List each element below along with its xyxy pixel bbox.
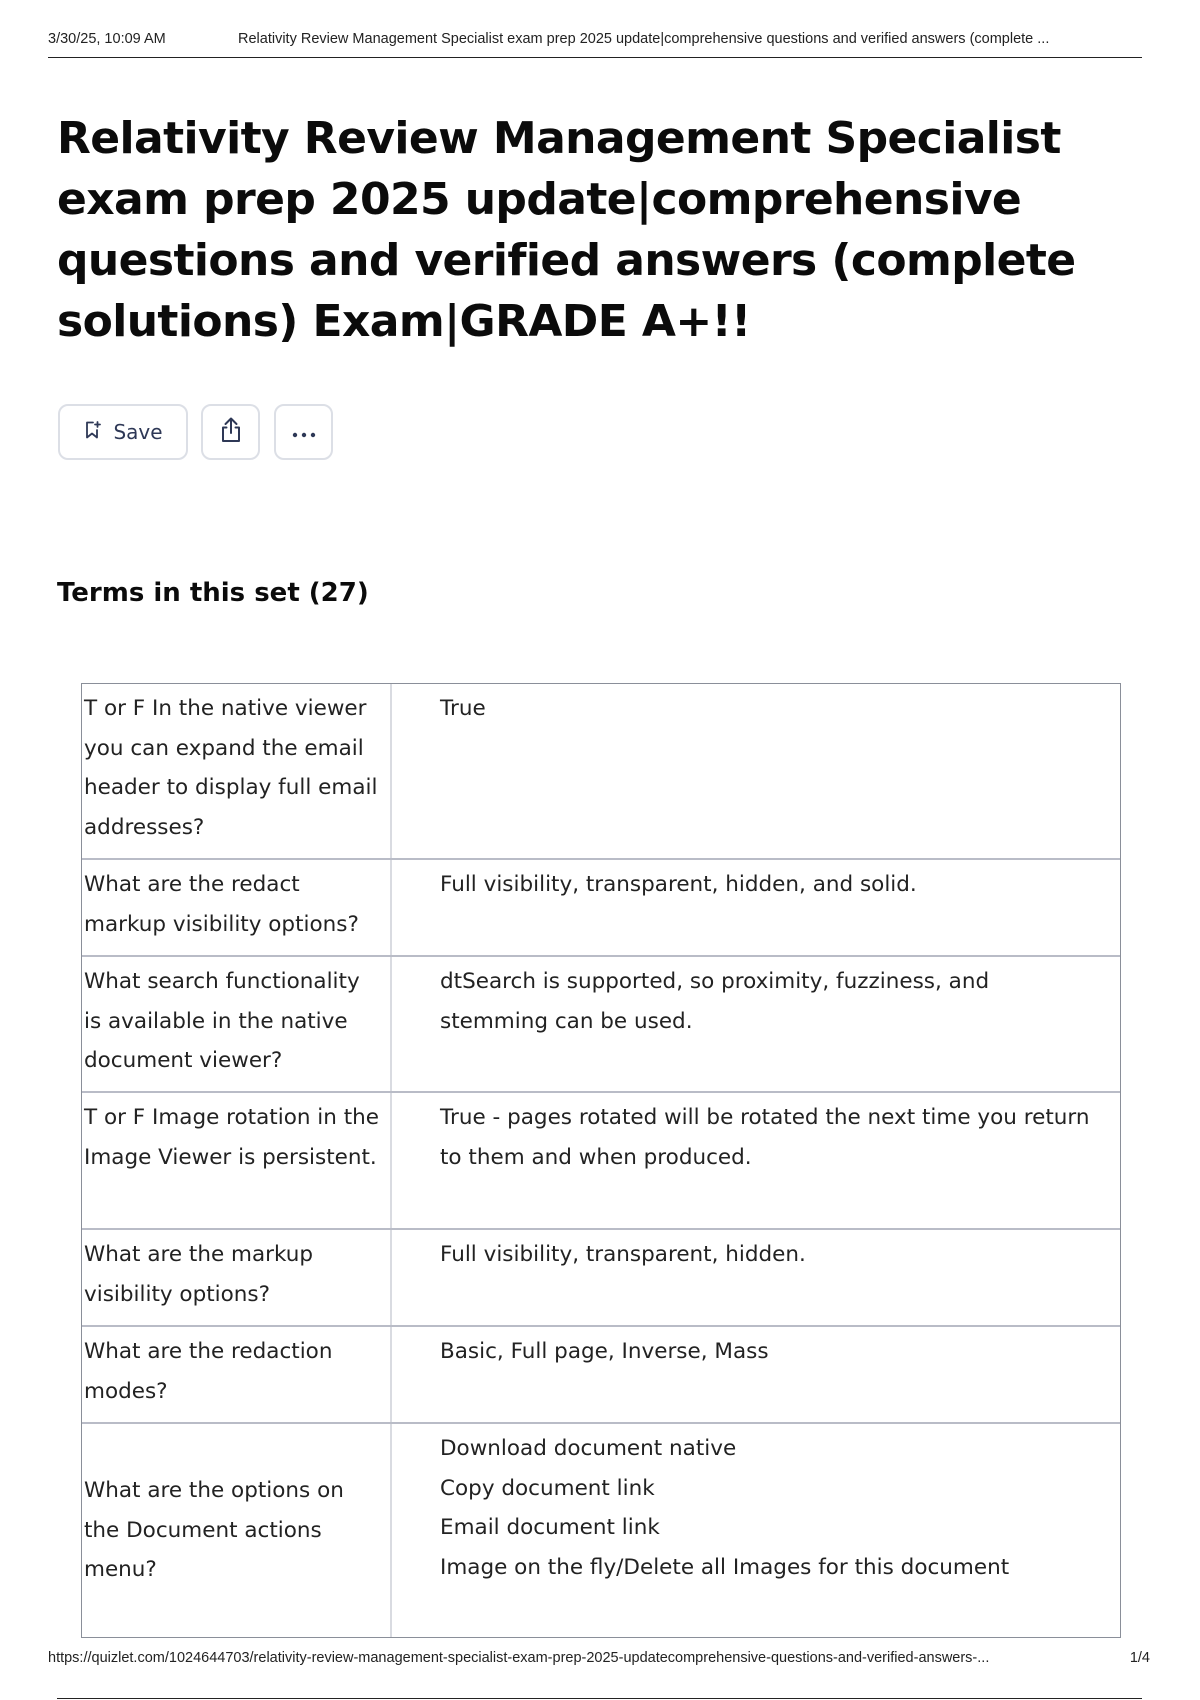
share-icon <box>218 416 244 449</box>
term-row <box>82 1230 1120 1327</box>
definition-line: Full visibility, transparent, hidden, and solid. <box>440 872 917 897</box>
definition-line: dtSearch is supported, so proximity, fuzziness, and stemming can be used. <box>440 969 990 1034</box>
page-number: 1/4 <box>1129 1650 1150 1666</box>
definition-text <box>392 684 1120 858</box>
print-document-title: Relativity Review Management Specialist exam prep 2025 update|comprehensive questions and verified answers (complete ... <box>238 31 1050 47</box>
term-text-inner: What are the options on the Document actions menu? <box>84 1478 344 1583</box>
print-header <box>48 29 1142 58</box>
definition-line: Copy document link <box>440 1475 655 1501</box>
page-title: Relativity Review Management Specialist exam prep 2025 update|comprehensive questions and verified answers (complete solutions) Exam|GRADE A+!! <box>57 113 1076 347</box>
definition-text <box>392 1093 1120 1228</box>
definition-line: Image on the fly/Delete all Images for this document <box>440 1554 1010 1580</box>
term-text: What are the markup visibility options? <box>82 1230 392 1325</box>
terms-table <box>81 683 1121 1638</box>
definition-line: Full visibility, transparent, hidden. <box>440 1242 806 1267</box>
definition-line: Email document link <box>440 1515 660 1540</box>
print-date: 3/30/25, 10:09 AM <box>48 31 166 47</box>
term-text: What are the redact markup visibility options? <box>82 860 392 955</box>
term-row <box>82 1327 1120 1424</box>
save-label: Save <box>113 420 163 444</box>
term-text: T or F Image rotation in the Image Viewer is persistent. <box>82 1093 392 1228</box>
definition-line: Basic, Full page, Inverse, Mass <box>440 1339 769 1364</box>
term-text: What search functionality is available in the native document viewer? <box>82 957 392 1091</box>
bookmark-add-icon <box>83 420 103 445</box>
more-options-button[interactable] <box>274 404 333 460</box>
term-text: What are the redaction modes? <box>82 1327 392 1422</box>
footer-divider <box>57 1698 1142 1699</box>
print-url: https://quizlet.com/1024644703/relativity-review-management-specialist-exam-prep-2025-updatecomprehensive-questions-and-verified-answers-... <box>48 1650 990 1666</box>
term-row <box>82 860 1120 957</box>
definition-text <box>392 957 1120 1091</box>
share-button[interactable] <box>201 404 260 460</box>
definition-line: True - pages rotated will be rotated the next time you return to them and when produced. <box>440 1105 1090 1170</box>
term-row <box>82 1424 1120 1637</box>
terms-heading: Terms in this set (27) <box>57 578 369 608</box>
term-text <box>82 1424 392 1637</box>
definition-text <box>392 860 1120 955</box>
save-button[interactable] <box>58 404 188 460</box>
definition-line: Download document native <box>440 1436 737 1461</box>
definition-line: True <box>440 696 486 721</box>
more-options-icon <box>290 420 318 444</box>
definition-text <box>392 1424 1120 1637</box>
term-text: T or F In the native viewer you can expand the email header to display full email addresses? <box>82 684 392 858</box>
definition-text <box>392 1327 1120 1422</box>
definition-text <box>392 1230 1120 1325</box>
term-row <box>82 1093 1120 1230</box>
term-row <box>82 684 1120 860</box>
term-row <box>82 957 1120 1093</box>
